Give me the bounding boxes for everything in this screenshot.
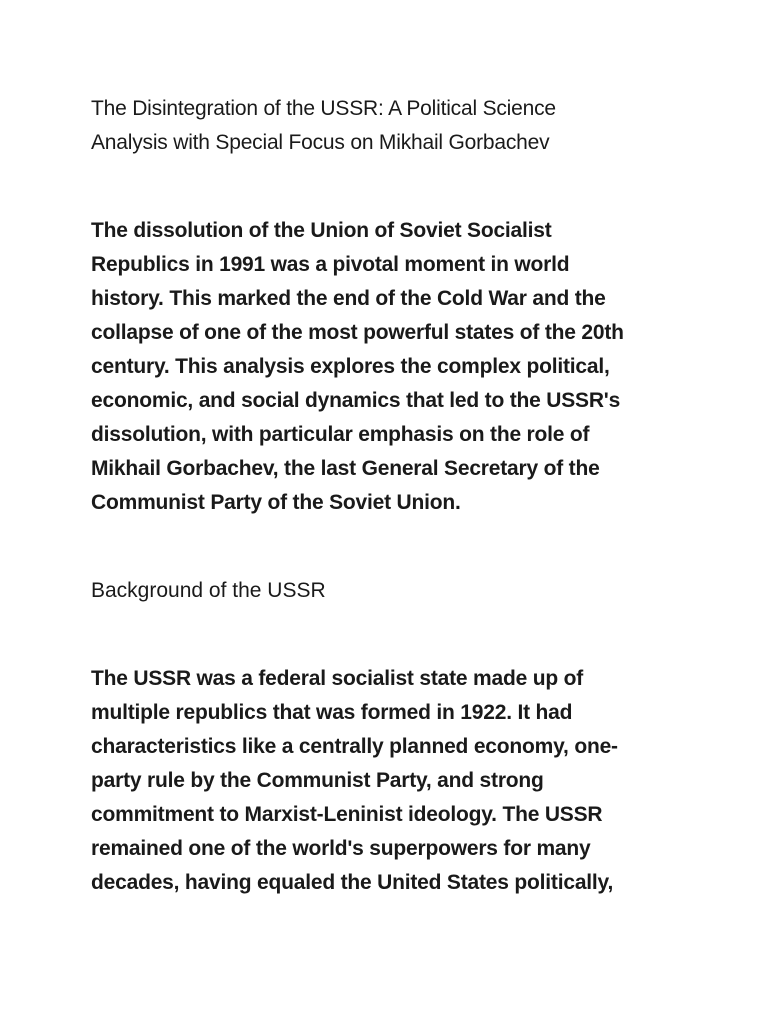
paragraph-line: history. This marked the end of the Cold War and the [91, 287, 606, 310]
paragraph-line: Communist Party of the Soviet Union. [91, 491, 461, 514]
paragraph-line: collapse of one of the most powerful states of the 20th [91, 321, 624, 344]
paragraph-line: dissolution, with particular emphasis on the role of [91, 423, 590, 446]
paragraph-line: century. This analysis explores the complex political, [91, 355, 610, 378]
paragraph-line: decades, having equaled the United States politically, [91, 871, 614, 894]
paragraph-line: remained one of the world's superpowers for many [91, 837, 591, 860]
title-line: The Disintegration of the USSR: A Political Science [91, 97, 556, 120]
section-heading: Background of the USSR [91, 579, 326, 602]
paragraph-line: multiple republics that was formed in 1922. It had [91, 701, 573, 724]
spacer [91, 520, 691, 574]
paragraph-line: economic, and social dynamics that led to the USSR's [91, 389, 621, 412]
paragraph-line: Republics in 1991 was a pivotal moment in world [91, 253, 570, 276]
document-title [91, 92, 691, 160]
paragraph-line: The dissolution of the Union of Soviet Socialist [91, 219, 552, 242]
title-line: Analysis with Special Focus on Mikhail Gorbachev [91, 131, 550, 154]
paragraph-line: Mikhail Gorbachev, the last General Secretary of the [91, 457, 600, 480]
paragraph-line: party rule by the Communist Party, and strong [91, 769, 544, 792]
spacer [91, 608, 691, 662]
background-paragraph [91, 662, 691, 900]
paragraph-line: characteristics like a centrally planned economy, one- [91, 735, 618, 758]
document-page [91, 92, 691, 900]
intro-paragraph [91, 214, 691, 520]
spacer [91, 160, 691, 214]
paragraph-line: The USSR was a federal socialist state made up of [91, 667, 584, 690]
paragraph-line: commitment to Marxist-Leninist ideology. The USSR [91, 803, 603, 826]
